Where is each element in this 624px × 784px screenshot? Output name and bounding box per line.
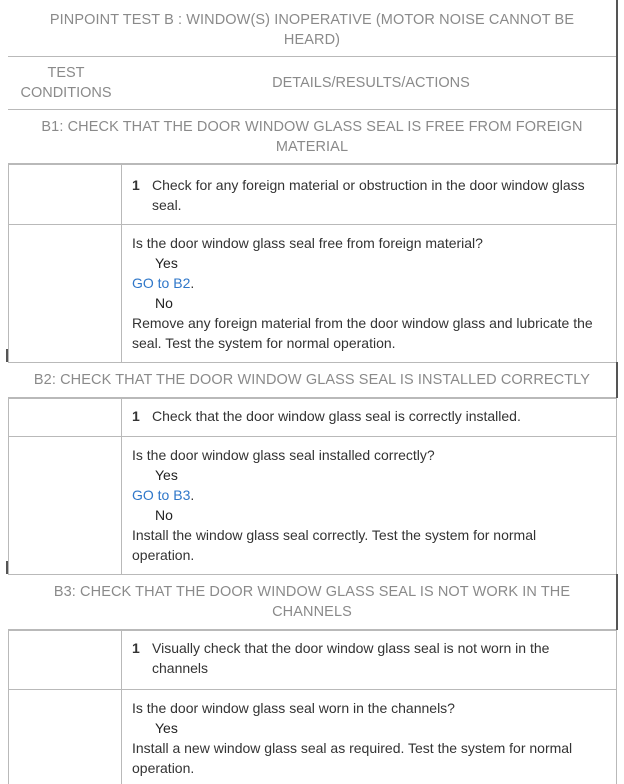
right-edge-marker [616, 0, 618, 164]
table-border [8, 436, 616, 437]
table-border [616, 630, 617, 784]
test-conditions-cell [8, 224, 122, 362]
step-text: Check for any foreign material or obstruction in the door window glass seal. [152, 177, 585, 213]
column-header-details: DETAILS/RESULTS/ACTIONS [272, 75, 470, 91]
go-to-b3-link[interactable]: GO to B3 [132, 487, 191, 503]
b1-step-row [8, 164, 616, 224]
yes-label: Yes [155, 720, 178, 736]
title-text: PINPOINT TEST B : WINDOW(S) INOPERATIVE (MOTOR NOISE CANNOT BE HEARD) [49, 12, 575, 48]
b3-result-row [8, 689, 616, 784]
details-cell: Is the door window glass seal installed correctly? Yes GO to B3. No Install the window glass seal correctly. Test the system for normal operation. [122, 436, 616, 574]
table-border [8, 362, 616, 363]
step-text: Check that the door window glass seal is correctly installed. [152, 408, 521, 424]
step-number: 1 [132, 408, 140, 424]
details-cell [122, 630, 616, 689]
yes-label: Yes [155, 255, 178, 271]
question-text: Is the door window glass seal worn in the channels? [132, 700, 455, 716]
test-conditions-cell [8, 164, 122, 224]
no-label: No [155, 507, 173, 523]
table-border [8, 630, 9, 784]
table-border [8, 398, 616, 399]
table-border [8, 224, 616, 225]
details-cell [122, 164, 616, 224]
question-text: Is the door window glass seal free from foreign material? [132, 235, 483, 251]
column-header-row [8, 57, 616, 110]
step-number: 1 [132, 177, 140, 193]
test-conditions-cell [8, 436, 122, 574]
table-border [616, 164, 617, 362]
go-to-b2-link[interactable]: GO to B2 [132, 275, 191, 291]
test-conditions-cell [8, 689, 122, 784]
no-label: No [155, 295, 173, 311]
left-edge-marker [6, 349, 8, 362]
no-action-text: Remove any foreign material from the door window glass and lubricate the seal. Test the system for normal operation. [132, 315, 593, 351]
right-edge-marker [616, 362, 618, 398]
left-edge-marker [6, 561, 8, 574]
b2-step-row [8, 398, 616, 436]
table-border [616, 398, 617, 574]
test-conditions-cell [8, 630, 122, 689]
table-border [8, 164, 616, 165]
pinpoint-test-title [8, 4, 616, 57]
no-action-text: Install the window glass seal correctly. Test the system for normal operation. [132, 527, 537, 563]
section-heading-b2: B2: CHECK THAT THE DOOR WINDOW GLASS SEAL IS INSTALLED CORRECTLY [8, 362, 616, 398]
details-cell [122, 398, 616, 436]
table-border [8, 574, 616, 575]
test-conditions-cell [8, 398, 122, 436]
yes-label: Yes [155, 467, 178, 483]
table-border [8, 689, 616, 690]
step-text: Visually check that the door window glass seal is not worn in the channels [152, 640, 550, 676]
table-border [8, 630, 616, 631]
section-heading-b1: B1: CHECK THAT THE DOOR WINDOW GLASS SEAL IS FREE FROM FOREIGN MATERIAL [8, 110, 616, 164]
b1-result-row [8, 224, 616, 362]
column-header-test-conditions: TEST CONDITIONS [20, 65, 112, 101]
question-text: Is the door window glass seal installed correctly? [132, 447, 435, 463]
b3-step-row [8, 630, 616, 689]
table-border [8, 398, 9, 574]
step-number: 1 [132, 640, 140, 656]
details-cell [122, 689, 616, 784]
details-cell: Is the door window glass seal free from foreign material? Yes GO to B2. No Remove any foreign material from the door window glass and lubricate the seal. Test the system for normal operation. [122, 224, 616, 362]
table-border [8, 164, 9, 362]
right-edge-marker [616, 574, 618, 630]
b2-result-row [8, 436, 616, 574]
yes-action-text: Install a new window glass seal as required. Test the system for normal operation. [132, 740, 573, 776]
section-heading-b3: B3: CHECK THAT THE DOOR WINDOW GLASS SEAL IS NOT WORK IN THE CHANNELS [8, 574, 616, 630]
